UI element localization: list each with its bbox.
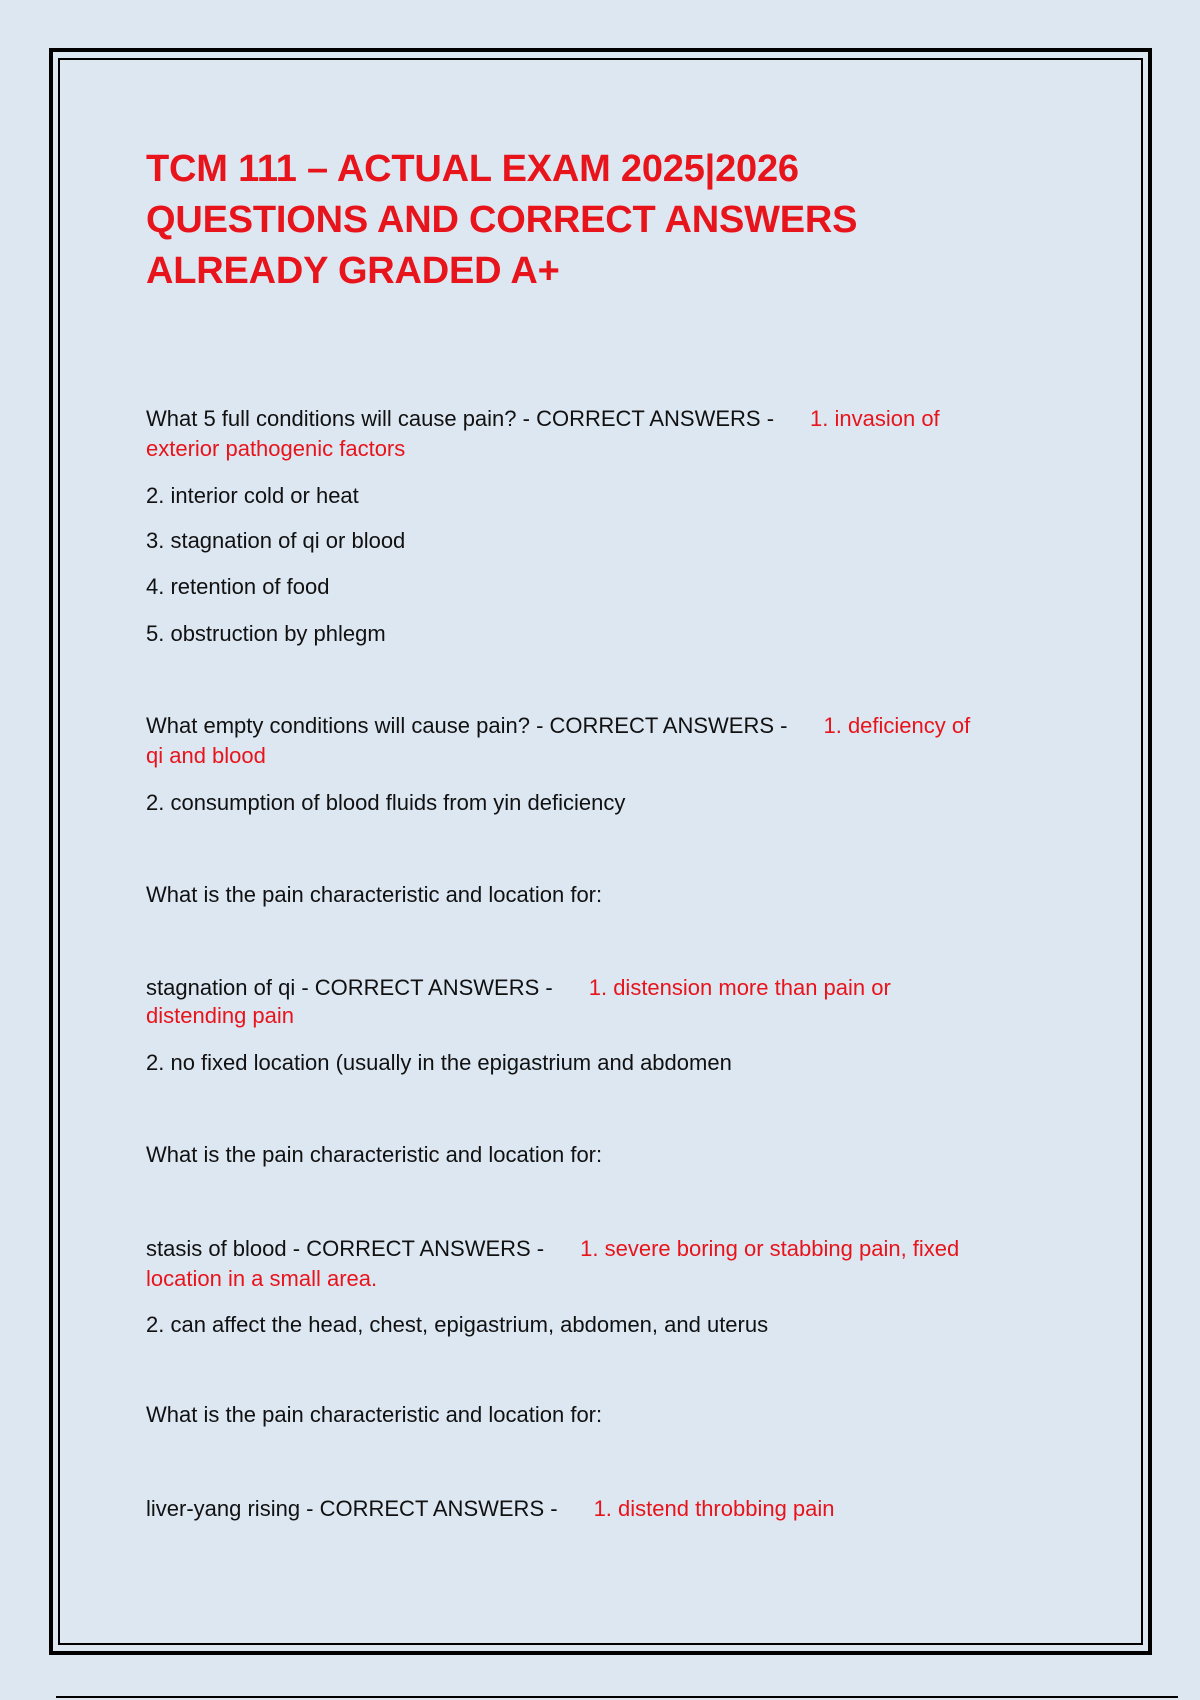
answer-1-item-3: 3. stagnation of qi or blood	[146, 528, 406, 553]
answer-1-wrap: exterior pathogenic factors	[146, 436, 406, 461]
question-2	[146, 711, 970, 741]
answer-3-item-2: 2. no fixed location (usually in the epigastrium and abdomen	[146, 1050, 732, 1075]
prompt-5: What is the pain characteristic and location for:	[146, 1402, 603, 1427]
question-5-text: liver-yang rising - CORRECT ANSWERS -	[146, 1496, 558, 1521]
question-3-text: stagnation of qi - CORRECT ANSWERS -	[146, 975, 553, 1000]
question-1	[146, 404, 940, 434]
question-1-text: What 5 full conditions will cause pain? - CORRECT ANSWERS -	[146, 406, 775, 431]
answer-1-item-2: 2. interior cold or heat	[146, 483, 359, 508]
answer-1-first: 1. invasion of	[810, 406, 940, 431]
answer-3-first: 1. distension more than pain or	[588, 975, 891, 1000]
question-4	[146, 1234, 959, 1264]
bottom-divider	[56, 1696, 1178, 1698]
answer-1-item-5: 5. obstruction by phlegm	[146, 621, 386, 646]
title-line-2: QUESTIONS AND CORRECT ANSWERS	[146, 199, 858, 241]
question-5	[146, 1494, 835, 1524]
answer-4-item-2: 2. can affect the head, chest, epigastrium, abdomen, and uterus	[146, 1312, 769, 1337]
answer-4-first: 1. severe boring or stabbing pain, fixed	[580, 1236, 960, 1261]
answer-5-first: 1. distend throbbing pain	[593, 1496, 835, 1521]
prompt-3: What is the pain characteristic and location for:	[146, 882, 603, 907]
question-4-text: stasis of blood - CORRECT ANSWERS -	[146, 1236, 545, 1261]
answer-4-wrap: location in a small area.	[146, 1266, 378, 1291]
document-title	[146, 144, 1046, 297]
answer-2-item-2: 2. consumption of blood fluids from yin deficiency	[146, 790, 626, 815]
answer-2-wrap: qi and blood	[146, 743, 266, 768]
question-2-text: What empty conditions will cause pain? - CORRECT ANSWERS -	[146, 713, 788, 738]
answer-2-first: 1. deficiency of	[823, 713, 971, 738]
prompt-4: What is the pain characteristic and location for:	[146, 1142, 603, 1167]
title-line-1: TCM 111 – ACTUAL EXAM 2025|2026	[146, 148, 799, 190]
answer-1-item-4: 4. retention of food	[146, 574, 330, 599]
question-3	[146, 973, 891, 1003]
title-line-3: ALREADY GRADED A+	[146, 250, 560, 292]
answer-3-wrap: distending pain	[146, 1003, 295, 1028]
